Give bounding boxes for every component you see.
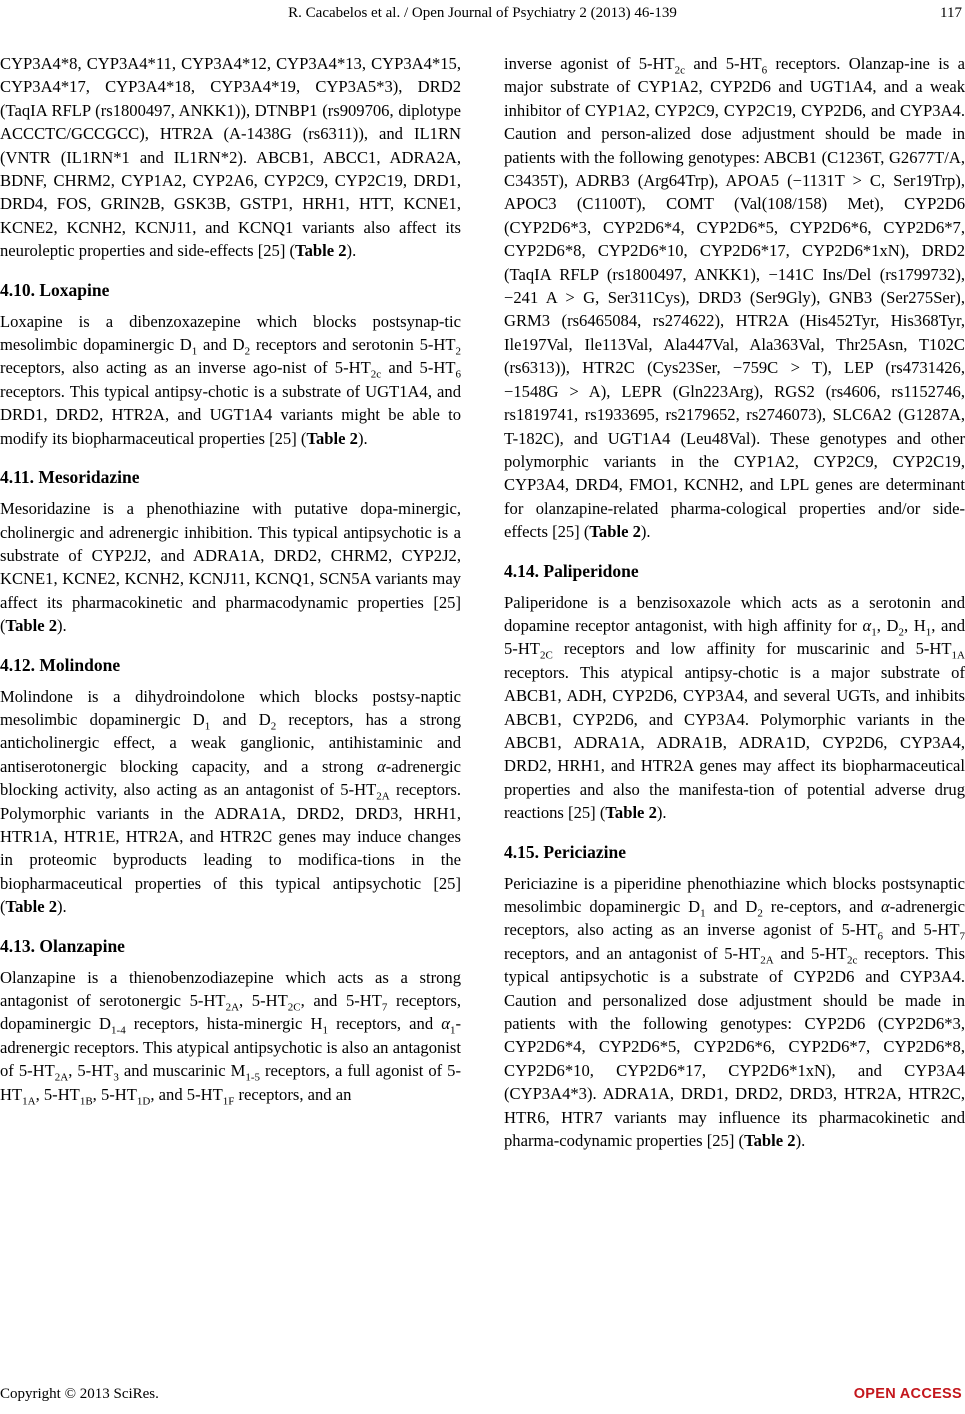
section-heading-olanzapine: 4.13. Olanzapine — [0, 935, 125, 956]
paragraph-olanzapine: Olanzapine is a thienobenzodiazepine which acts as a strong antagonist of serotonergic $5-HT_{2A}$, $5-HT_{2C}$, and $5-HT_7$ receptors, dopaminergic $D_{1-4}$ receptors, hista-minergic $H_1$ receptors, and $\alpha_1$-adrenergic receptors. This atypical antipsychotic is also an antagonist of $5-HT_{2A}$, $5-HT_3$ and muscarinic $M_{1-5}$ receptors, a full agonist of $5-HT_{1A}$, $5-HT_{1B}$, $5-HT_{1D}$, and $5-HT_{1F}$ receptors, and an — [0, 967, 461, 1107]
section-heading-mesoridazine: 4.11. Mesoridazine — [0, 467, 140, 488]
table-link[interactable]: Table 2 — [605, 803, 657, 823]
section-heading-periciazine: 4.15. Periciazine — [504, 841, 626, 862]
left-column — [0, 52, 461, 1106]
paragraph-mesoridazine: Mesoridazine is a phenothiazine with putative dopa-minergic, cholinergic and adrenergic inhibition. This typical antipsychotic is a substrate of CYP2J2, and ADRA1A, DRD2, CHRM2, CYP2J2, KCNE1, KCNE2, KCNH2, KCNJ11, KCNQ1, SCN5A variants may affect its pharmacokinetic and pharmacodynamic properties [25] (Table 2). — [0, 499, 461, 636]
paragraph-paliperidone: Paliperidone is a benzisoxazole which acts as a serotonin and dopamine receptor antagonist, with high affinity for $\alpha_1$, $D_2$, $H_1$, and $5-HT_{2C}$ receptors and low affinity for muscarinic and $5-HT_{1A}$ receptors. This atypical antipsy-chotic is a major substrate of ABCB1, ADH, CYP2D6, CYP3A4, and several UGTs, and inhibits ABCB1, CYP2D6, and CYP3A4. Polymorphic variants in the ABCB1, ADRA1A, ADRA1B, ADRA1D, CYP2D6, CYP3A4, DRD2, HRH1, and HTR2A genes may affect its biopharmaceutical properties and also the manifesta-tion of potential adverse drug reactions [25] (Table 2). — [504, 592, 965, 823]
open-access-label: OPEN ACCESS — [853, 1386, 962, 1402]
paragraph-periciazine: Periciazine is a piperidine phenothiazine which blocks postsynaptic mesolimbic dopaminergic $D_1$ and $D_2$ re-ceptors, and α-adrenergic receptors, also acting as an inverse agonist of $5-HT_6$ and $5-HT_7$ receptors, and an antagonist of $5-HT_{2A}$ and $5-HT_{2c}$ receptors. This typical antipsychotic is a substrate of CYP2D6 and CYP3A4. Caution and personalized dose adjustment should be made in patients with the following genotypes: CYP2D6 (CYP2D6*3, CYP2D6*4, CYP2D6*5, CYP2D6*6, CYP2D6*7, CYP2D6*8, CYP2D6*10, CYP2D6*17, CYP2D6*1xN), and CYP3A4 (CYP3A4*3). ADRA1A, DRD1, DRD2, DRD3, HTR2A, HTR2C, HTR6, HTR7 variants may influence its pharmacokinetic and pharma-codynamic properties [25] (Table 2). — [504, 873, 965, 1151]
table-link[interactable]: Table 2 — [5, 616, 58, 636]
copyright-notice: Copyright © 2013 SciRes. — [0, 1386, 159, 1402]
page-header — [0, 0, 965, 32]
table-link[interactable]: Table 2 — [295, 241, 347, 261]
paragraph-olanzapine-continued: inverse agonist of $5-HT_{2c}$ and $5-HT_6$ receptors. Olanzap-ine is a major substrate of CYP1A2, CYP2D6 and UGT1A4, and a weak inhibitor of CYP1A2, CYP2C9, CYP2C19, CYP2D6, and CYP3A4. Caution and person-alized dose adjustment should be made in patients with the following genotypes: ABCB1 (C1236T, G2677T/A, C3435T), ADRB3 (Arg64Trp), APOA5 (−1131T > C, Ser19Trp), APOC3 (C1100T), COMT (Val(108/158) Met), CYP2D6 (CYP2D6*3, CYP2D6*4, CYP2D6*5, CYP2D6*6, CYP2D6*7, CYP2D6*8, CYP2D6*10, CYP2D6*17, CYP2D6*1xN), DRD2 (TaqIA RFLP (rs1800497, ANKK1), −141C Ins/Del (rs1799732), −241 A > G, Ser311Cys), DRD3 (Ser9Gly), GNB3 (Ser275Ser), GRM3 (rs6465084, rs274622), HTR2A (His452Tyr, His368Tyr, Ile197Val, Ile113Val, Ala447Val, Ala363Val, Thr25Asn, T102C (rs6313)), HTR2C (Cys23Ser, −759C > T), LEP (rs4731426, −1548G > A), LEPR (Gln223Arg), RGS2 (rs4606, rs1152746, rs1819741, rs1933695, rs2179652, rs2746073), SLC6A2 (G1287A, T-182C), and UGT1A4 (Leu48Val). These genotypes and other polymorphic variants in the CYP1A2, CYP2C9, CYP2C19, CYP3A4, DRD4, FMO1, KCNH2, and LPL genes are determinant for olanzapine-related pharma-cological properties and/or side-effects [25] (Table 2). — [504, 54, 965, 542]
table-link[interactable]: Table 2 — [306, 428, 358, 448]
paragraph-molindone: Molindone is a dihydroindolone which blocks postsy-naptic mesolimbic dopaminergic $D_1$ and $D_2$ receptors, has a strong anticholinergic effect, a weak ganglionic, antihistaminic and antiserotonergic blocking capacity, and a strong α-adrenergic blocking activity, also acting as an antagonist of $5-HT_{2A}$ receptors. Polymorphic variants in the ADRA1A, DRD2, DRD3, HRH1, HTR1A, HTR1E, HTR2A, and HTR2C genes may induce changes in proteomic byproducts leading to modifica-tions in the biopharmaceutical properties of this typical antipsychotic [25] (Table 2). — [0, 686, 462, 917]
page-footer — [0, 1384, 965, 1414]
paragraph-loxapine: Loxapine is a dibenzoxazepine which blocks postsynap-tic mesolimbic dopaminergic $D_1$ and $D_2$ receptors and serotonin $5-HT_2$ receptors, also acting as an inverse ago-nist of $5-HT_{2c}$ and $5-HT_6$ receptors. This typical antipsy-chotic is a substrate of UGT1A4, and DRD1, DRD2, HTR2A, and UGT1A4 variants might be able to modify its biopharmaceutical properties [25] (Table 2). — [0, 311, 462, 448]
page-number: 117 — [940, 5, 962, 21]
right-column — [504, 52, 965, 1152]
section-heading-paliperidone: 4.14. Paliperidone — [504, 560, 639, 581]
table-link[interactable]: Table 2 — [589, 522, 641, 542]
running-title: R. Cacabelos et al. / Open Journal of Psychiatry 2 (2013) 46-139 — [288, 5, 677, 21]
section-heading-molindone: 4.12. Molindone — [0, 654, 121, 675]
table-link[interactable]: Table 2 — [5, 897, 58, 917]
paragraph-continued: CYP3A4*8, CYP3A4*11, CYP3A4*12, CYP3A4*13, CYP3A4*15, CYP3A4*17, CYP3A4*18, CYP3A4*19, CYP3A5*3), DRD2 (TaqIA RFLP (rs1800497, ANKK1)), DTNBP1 (rs909706, diplotype ACCCTC/GCCGCC), HTR2A (A-1438G (rs6311)), and IL1RN (VNTR (IL1RN*1 and IL1RN*2). ABCB1, ABCC1, ADRA2A, BDNF, CHRM2, CYP1A2, CYP2A6, CYP2C9, CYP2C19, DRD1, DRD4, FOS, GRIN2B, GSK3B, GSTP1, HRH1, HTT, KCNE1, KCNE2, KCNH2, KCNJ11, and KCNQ1 variants also affect its neuroleptic properties and side-effects [25] (Table 2). — [0, 54, 461, 261]
table-link[interactable]: Table 2 — [744, 1131, 796, 1151]
section-heading-loxapine: 4.10. Loxapine — [0, 279, 110, 300]
